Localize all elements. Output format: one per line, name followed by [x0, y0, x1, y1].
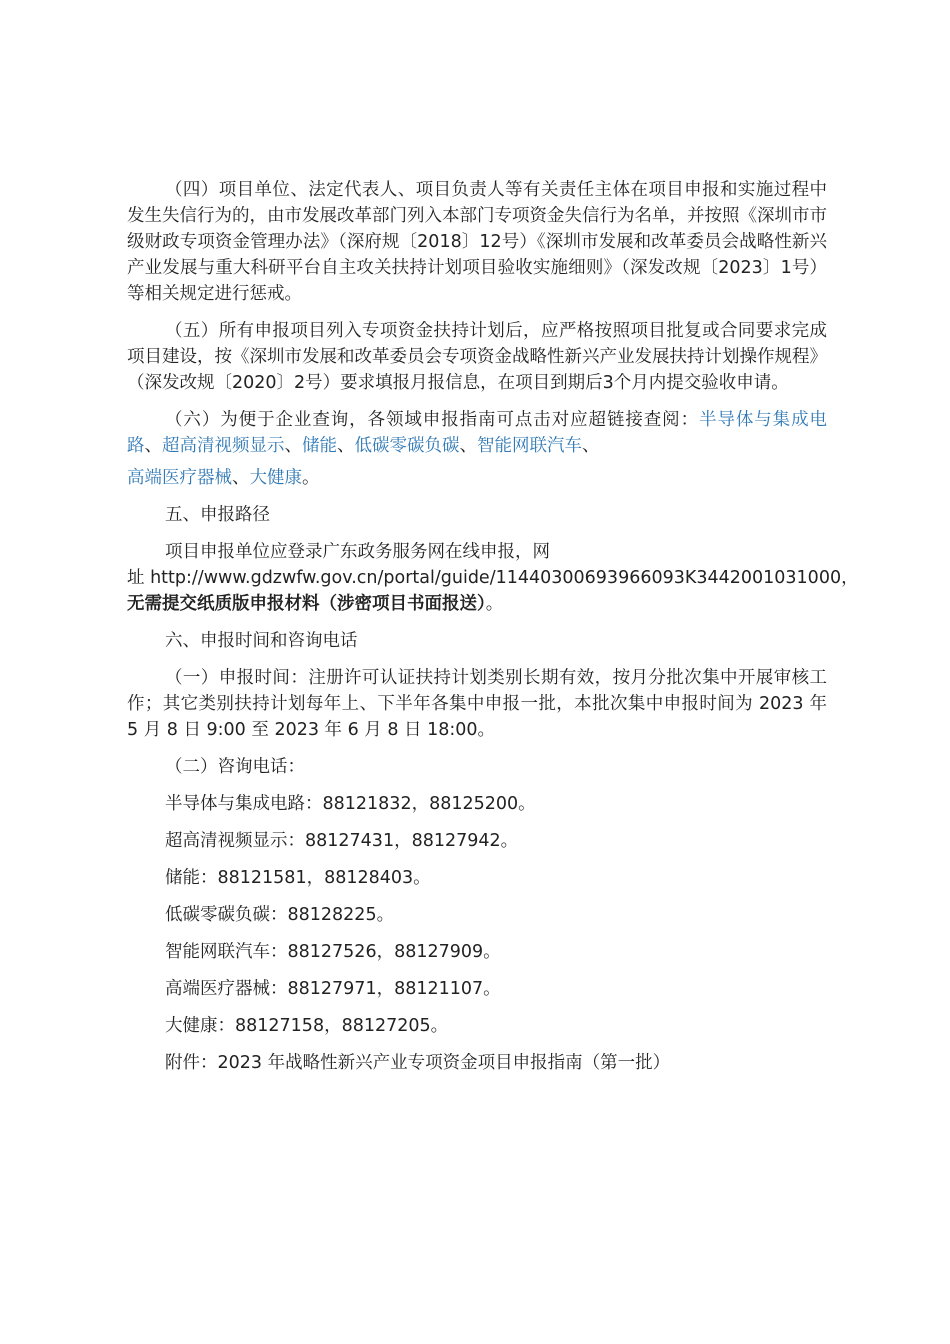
phone-item-semiconductor: 半导体与集成电路：88121832，88125200。 [165, 794, 536, 814]
link-medical[interactable]: 高端医疗器械 [127, 468, 232, 488]
period: 。 [485, 594, 504, 614]
separator: 、 [284, 436, 302, 456]
attachment-line: 附件：2023 年战略性新兴产业专项资金项目申报指南（第一批） [165, 1053, 671, 1073]
bold-note: 无需提交纸质版申报材料（涉密项目书面报送） [127, 594, 486, 614]
phone-item-uhd-video: 超高清视频显示：88127431，88127942。 [165, 831, 519, 851]
separator: 、 [232, 468, 250, 488]
link-energy-storage[interactable]: 储能 [302, 436, 337, 456]
separator: 、 [337, 436, 355, 456]
phone-item-energy-storage: 储能：88121581，88128403。 [165, 868, 431, 888]
portal-url-link[interactable]: http://www.gdzwfw.gov.cn/portal/guide/11440300693966093K3442001031000 [150, 568, 842, 588]
link-low-carbon[interactable]: 低碳零碳负碳 [354, 436, 460, 456]
phone-item-smart-car: 智能网联汽车：88127526，88127909。 [165, 942, 501, 962]
section-heading-6: 六、申报时间和咨询电话 [165, 631, 358, 651]
link-health[interactable]: 大健康 [249, 468, 302, 488]
paragraph-item-6-text: （六）为便于企业查询，各领域申报指南可点击对应超链接查阅： [165, 410, 700, 430]
link-uhd-video[interactable]: 超高清视频显示 [162, 436, 285, 456]
url-prefix: 址 [127, 568, 151, 588]
paragraph-item-6 [127, 407, 827, 459]
section-heading-5: 五、申报路径 [165, 505, 270, 525]
separator: 、 [459, 436, 477, 456]
section-5-body [127, 539, 859, 617]
paragraph-item-6-links [127, 459, 827, 491]
link-smart-car[interactable]: 智能网联汽车 [477, 436, 582, 456]
phone-item-low-carbon: 低碳零碳负碳：88128225。 [165, 905, 395, 925]
document-page [127, 177, 859, 1087]
phone-item-medical: 高端医疗器械：88127971，88121107。 [165, 979, 501, 999]
separator: 、 [144, 436, 162, 456]
application-time: （一）申报时间：注册许可认证扶持计划类别长期有效，按月分批次集中开展审核工作；其它类别扶持计划每年上、下半年各集中申报一批，本批次集中申报时间为 2023 年 5 月 8 日 9:00 至 2023 年 6 月 8 日 18:00。 [127, 668, 827, 740]
section-5-note [127, 591, 827, 617]
period: 。 [302, 468, 320, 488]
section-5-url-line [127, 565, 859, 591]
phone-item-health: 大健康：88127158，88127205。 [165, 1016, 449, 1036]
paragraph-item-4: （四）项目单位、法定代表人、项目负责人等有关责任主体在项目申报和实施过程中发生失信行为的，由市发展改革部门列入本部门专项资金失信行为名单，并按照《深圳市市级财政专项资金管理办法》（深府规〔2018〕12号）《深圳市发展和改革委员会战略性新兴产业发展与重大科研平台自主攻关扶持计划项目验收实施细则》（深发改规〔2023〕1号）等相关规定进行惩戒。 [127, 180, 827, 304]
link-semiconductor[interactable]: 半导体与集成电路 [127, 410, 828, 456]
phone-heading: （二）咨询电话： [165, 757, 305, 777]
comma: ， [841, 568, 859, 588]
section-5-text: 项目申报单位应登录广东政务服务网在线申报，网 [165, 542, 550, 562]
paragraph-item-5: （五）所有申报项目列入专项资金扶持计划后，应严格按照项目批复或合同要求完成项目建设，按《深圳市发展和改革委员会专项资金战略性新兴产业发展扶持计划操作规程》（深发改规〔2020〕2号）要求填报月报信息，在项目到期后3个月内提交验收申请。 [127, 321, 827, 393]
separator: 、 [582, 436, 600, 456]
